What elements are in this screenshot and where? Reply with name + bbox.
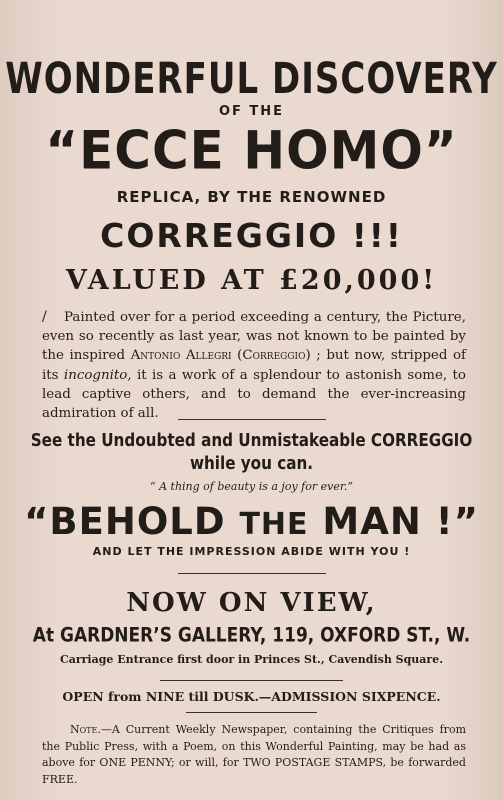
paragraph-part1: Painted over for a period exceeding a century, the Picture, even so recently as last year, was not known to be painted by the inspired [42,310,466,364]
beauty-quote: “ A thing of beauty is a joy for ever.” [149,480,354,493]
correggio-title: CORREGGIO !!! [100,216,403,255]
divider-1 [178,419,326,420]
behold-part2: MAN !” [308,500,479,543]
behold-title [0,500,503,543]
incognito-word: incognito [63,367,128,383]
headline: WONDERFUL DISCOVERY [5,54,498,104]
carriage-entrance: Carriage Entrance first door in Princes St., Cavendish Square. [59,653,444,666]
note-one-penny: ONE PENNY [99,756,171,769]
valuation-line: VALUED AT £20,000! [65,265,438,296]
description-paragraph [42,308,466,423]
impression-line: AND LET THE IMPRESSION ABIDE WITH YOU ! [92,545,411,558]
ecce-homo-title: “ECCE HOMO” [45,120,458,181]
now-on-view: NOW ON VIEW, [126,588,377,618]
note-text3: , be forwarded [382,756,466,769]
behold-part1: “BEHOLD [24,500,240,543]
note-text4: . [73,772,78,786]
note-two-stamps: TWO POSTAGE STAMPS [242,756,383,769]
replica-line: REPLICA, BY THE RENOWNED [116,188,387,206]
opening-hours: OPEN from NINE till DUSK.—ADMISSION SIXPENCE. [62,689,441,704]
paragraph-part2: ; but now, stripped of its [42,348,466,383]
see-line: See the Undoubted and Unmistakeable CORREGGIO [30,430,473,451]
note-text2: ; or will, for [170,756,243,769]
painter-name: Antonio Allegri (Correggio) [130,348,311,364]
note-label: Note. [70,723,101,736]
of-the-label: OF THE [218,104,285,119]
gallery-address: At GARDNER’S GALLERY, 119, OXFORD ST., W. [32,624,471,647]
note-text1: —A Current Weekly Newspaper, containing the Critiques from the Public Press, with a Poem, on this Wonderful Painting, may be had as above for [42,723,466,769]
divider-3 [160,680,343,681]
behold-the: THE [239,507,309,542]
paragraph-part3: , it is a work of a splendour to astonish some, to lead captive others, and to demand the ever-increasing admiration of all. [42,367,466,422]
note-free: FREE [42,772,74,786]
divider-4 [186,712,317,713]
footnote [42,722,466,788]
divider-2 [178,573,326,574]
while-line: while you can. [189,453,314,474]
paragraph-mark: / [42,309,47,325]
